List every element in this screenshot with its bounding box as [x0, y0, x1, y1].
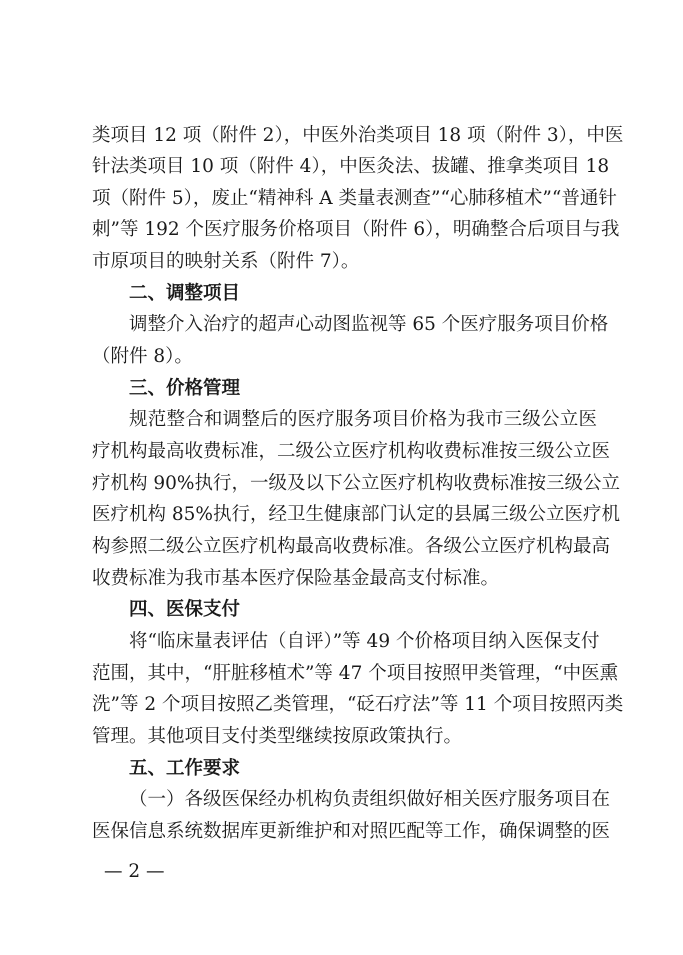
section4-line-3: 洗”等 2 个项目按照乙类管理，“砭石疗法”等 11 个项目按照丙类	[92, 694, 624, 715]
section-heading-adjust-items: 二、调整项目	[129, 283, 241, 304]
section4-line-2: 范围，其中，“肝脏移植术”等 47 个项目按照甲类管理，“中医熏	[92, 663, 619, 684]
para1-line-2: 针法类项目 10 项（附件 4），中医灸法、拔罐、推拿类项目 18	[92, 156, 610, 177]
para1-line-3: 项（附件 5），废止“精神科 A 类量表测查”“心肺移植术”“普通针	[92, 188, 617, 209]
section3-line-6: 收费标准为我市基本医疗保险基金最高支付标准。	[92, 568, 500, 589]
section3-line-1: 规范整合和调整后的医疗服务项目价格为我市三级公立医	[129, 409, 597, 430]
section4-line-4: 管理。其他项目支付类型继续按原政策执行。	[92, 726, 463, 747]
section5-line-2: 医保信息系统数据库更新维护和对照匹配等工作，确保调整的医	[92, 821, 611, 842]
page-number: — 2 —	[104, 861, 165, 882]
section3-line-2: 疗机构最高收费标准，二级公立医疗机构收费标准按三级公立医	[92, 441, 611, 462]
section-heading-medical-insurance-payment: 四、医保支付	[129, 599, 241, 620]
para1-line-1: 类项目 12 项（附件 2），中医外治类项目 18 项（附件 3），中医	[92, 125, 624, 146]
section4-line-1: 将“临床量表评估（自评）”等 49 个价格项目纳入医保支付	[129, 631, 600, 652]
section-heading-work-requirements: 五、工作要求	[129, 758, 241, 779]
section-heading-price-management: 三、价格管理	[129, 378, 241, 399]
para1-line-5: 市原项目的映射关系（附件 7）。	[92, 251, 360, 272]
section2-line-2: （附件 8）。	[92, 346, 193, 367]
section5-line-1: （一）各级医保经办机构负责组织做好相关医疗服务项目在	[129, 789, 611, 810]
para1-line-4: 刺”等 192 个医疗服务价格项目（附件 6），明确整合后项目与我	[92, 219, 620, 240]
section3-line-3: 疗机构 90%执行，一级及以下公立医疗机构收费标准按三级公立	[92, 473, 621, 494]
section3-line-5: 构参照二级公立医疗机构最高收费标准。各级公立医疗机构最高	[92, 536, 611, 557]
section2-line-1: 调整介入治疗的超声心动图监视等 65 个医疗服务项目价格	[129, 314, 609, 335]
section3-line-4: 医疗机构 85%执行，经卫生健康部门认定的县属三级公立医疗机	[92, 504, 621, 525]
